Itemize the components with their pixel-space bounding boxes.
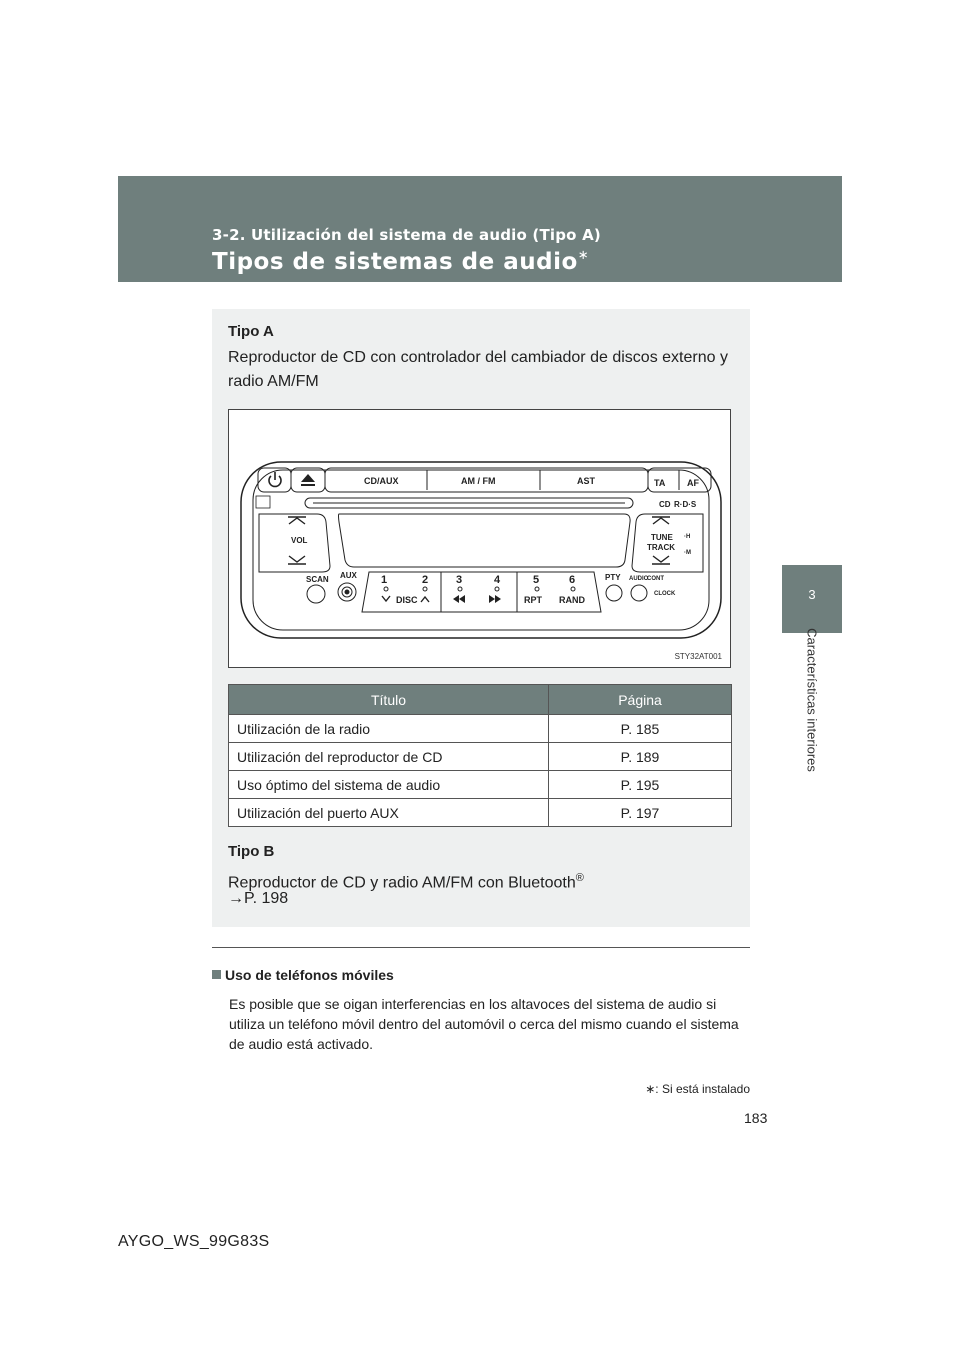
page-number: 183 [744, 1110, 768, 1126]
note-text: Es posible que se oigan interferencias en los altavoces del sistema de audio si utiliza un teléfono móvil dentro del automóvil o cerca del mismo cuando el sistema de audio está activado. [229, 996, 739, 1052]
rds-label: R·D·S [674, 500, 697, 509]
preset-2-label: 2 [422, 574, 429, 586]
table-header-row [229, 685, 732, 715]
disc-label: DISC [396, 595, 418, 605]
chapter-header [118, 176, 842, 282]
aux-label: AUX [340, 571, 357, 580]
rand-label: RAND [559, 595, 585, 605]
tipo-b-page-reference: →P. 198 [228, 890, 289, 907]
tipo-a-heading: Tipo A [228, 323, 274, 340]
vol-label: VOL [291, 536, 308, 545]
column-header-title: Título [229, 685, 549, 715]
clock-label: CLOCK [654, 591, 676, 597]
row-title: Uso óptimo del sistema de audio [229, 771, 549, 799]
row-title: Utilización del reproductor de CD [229, 743, 549, 771]
table-row [229, 743, 732, 771]
divider [212, 947, 750, 948]
square-bullet-icon [212, 970, 221, 979]
page-title [212, 248, 589, 275]
af-label: AF [687, 478, 699, 488]
table-row [229, 799, 732, 827]
tune-label: TUNE [651, 533, 673, 542]
title-asterisk: ∗ [577, 248, 590, 263]
pty-label: PTY [605, 573, 621, 582]
ta-label: TA [654, 478, 666, 488]
audio-label: AUDIO [629, 576, 649, 582]
audio-unit-figure [228, 409, 731, 668]
row-title: Utilización del puerto AUX [229, 799, 549, 827]
cd-aux-label: CD/AUX [364, 476, 399, 486]
row-page: P. 197 [549, 799, 732, 827]
figure-code: STY32AT001 [674, 652, 722, 661]
registered-mark: ® [575, 872, 584, 884]
footnote: ∗: Si está instalado [645, 1082, 750, 1096]
audio-unit-drawing [229, 410, 732, 669]
row-page: P. 189 [549, 743, 732, 771]
document-id: AYGO_WS_99G83S [118, 1233, 270, 1250]
page-title-text: Tipos de sistemas de audio [212, 249, 578, 275]
tipo-a-description: Reproductor de CD con controlador del cambiador de discos externo y radio AM/FM [228, 349, 728, 390]
am-fm-label: AM / FM [461, 476, 496, 486]
minute-label: ·M [684, 550, 691, 556]
track-label: TRACK [647, 543, 675, 552]
table-row [229, 771, 732, 799]
column-header-page: Página [549, 685, 732, 715]
rpt-label: RPT [524, 595, 542, 605]
tipo-b-description-text: Reproductor de CD y radio AM/FM con Bluetooth [228, 874, 576, 892]
chapter-tab [782, 565, 842, 633]
tipo-b-heading: Tipo B [228, 843, 275, 860]
scan-label: SCAN [306, 575, 329, 584]
row-page: P. 185 [549, 715, 732, 743]
ast-label: AST [577, 476, 595, 486]
note-heading-text: Uso de teléfonos móviles [225, 967, 394, 983]
preset-6-label: 6 [569, 574, 576, 586]
chapter-number: 3 [808, 587, 816, 602]
row-page: P. 195 [549, 771, 732, 799]
cont-label: CONT [647, 576, 664, 582]
preset-4-label: 4 [494, 574, 501, 586]
preset-3-label: 3 [456, 574, 463, 586]
table-row [229, 715, 732, 743]
row-title: Utilización de la radio [229, 715, 549, 743]
preset-5-label: 5 [533, 574, 540, 586]
note-heading [212, 967, 394, 983]
cd-logo-label: CD [659, 500, 671, 509]
preset-1-label: 1 [381, 574, 388, 586]
chapter-label: Características interiores [804, 628, 820, 772]
reference-table [228, 684, 732, 827]
hour-label: ·H [684, 534, 691, 540]
section-title: 3-2. Utilización del sistema de audio (Tipo A) [212, 226, 601, 244]
